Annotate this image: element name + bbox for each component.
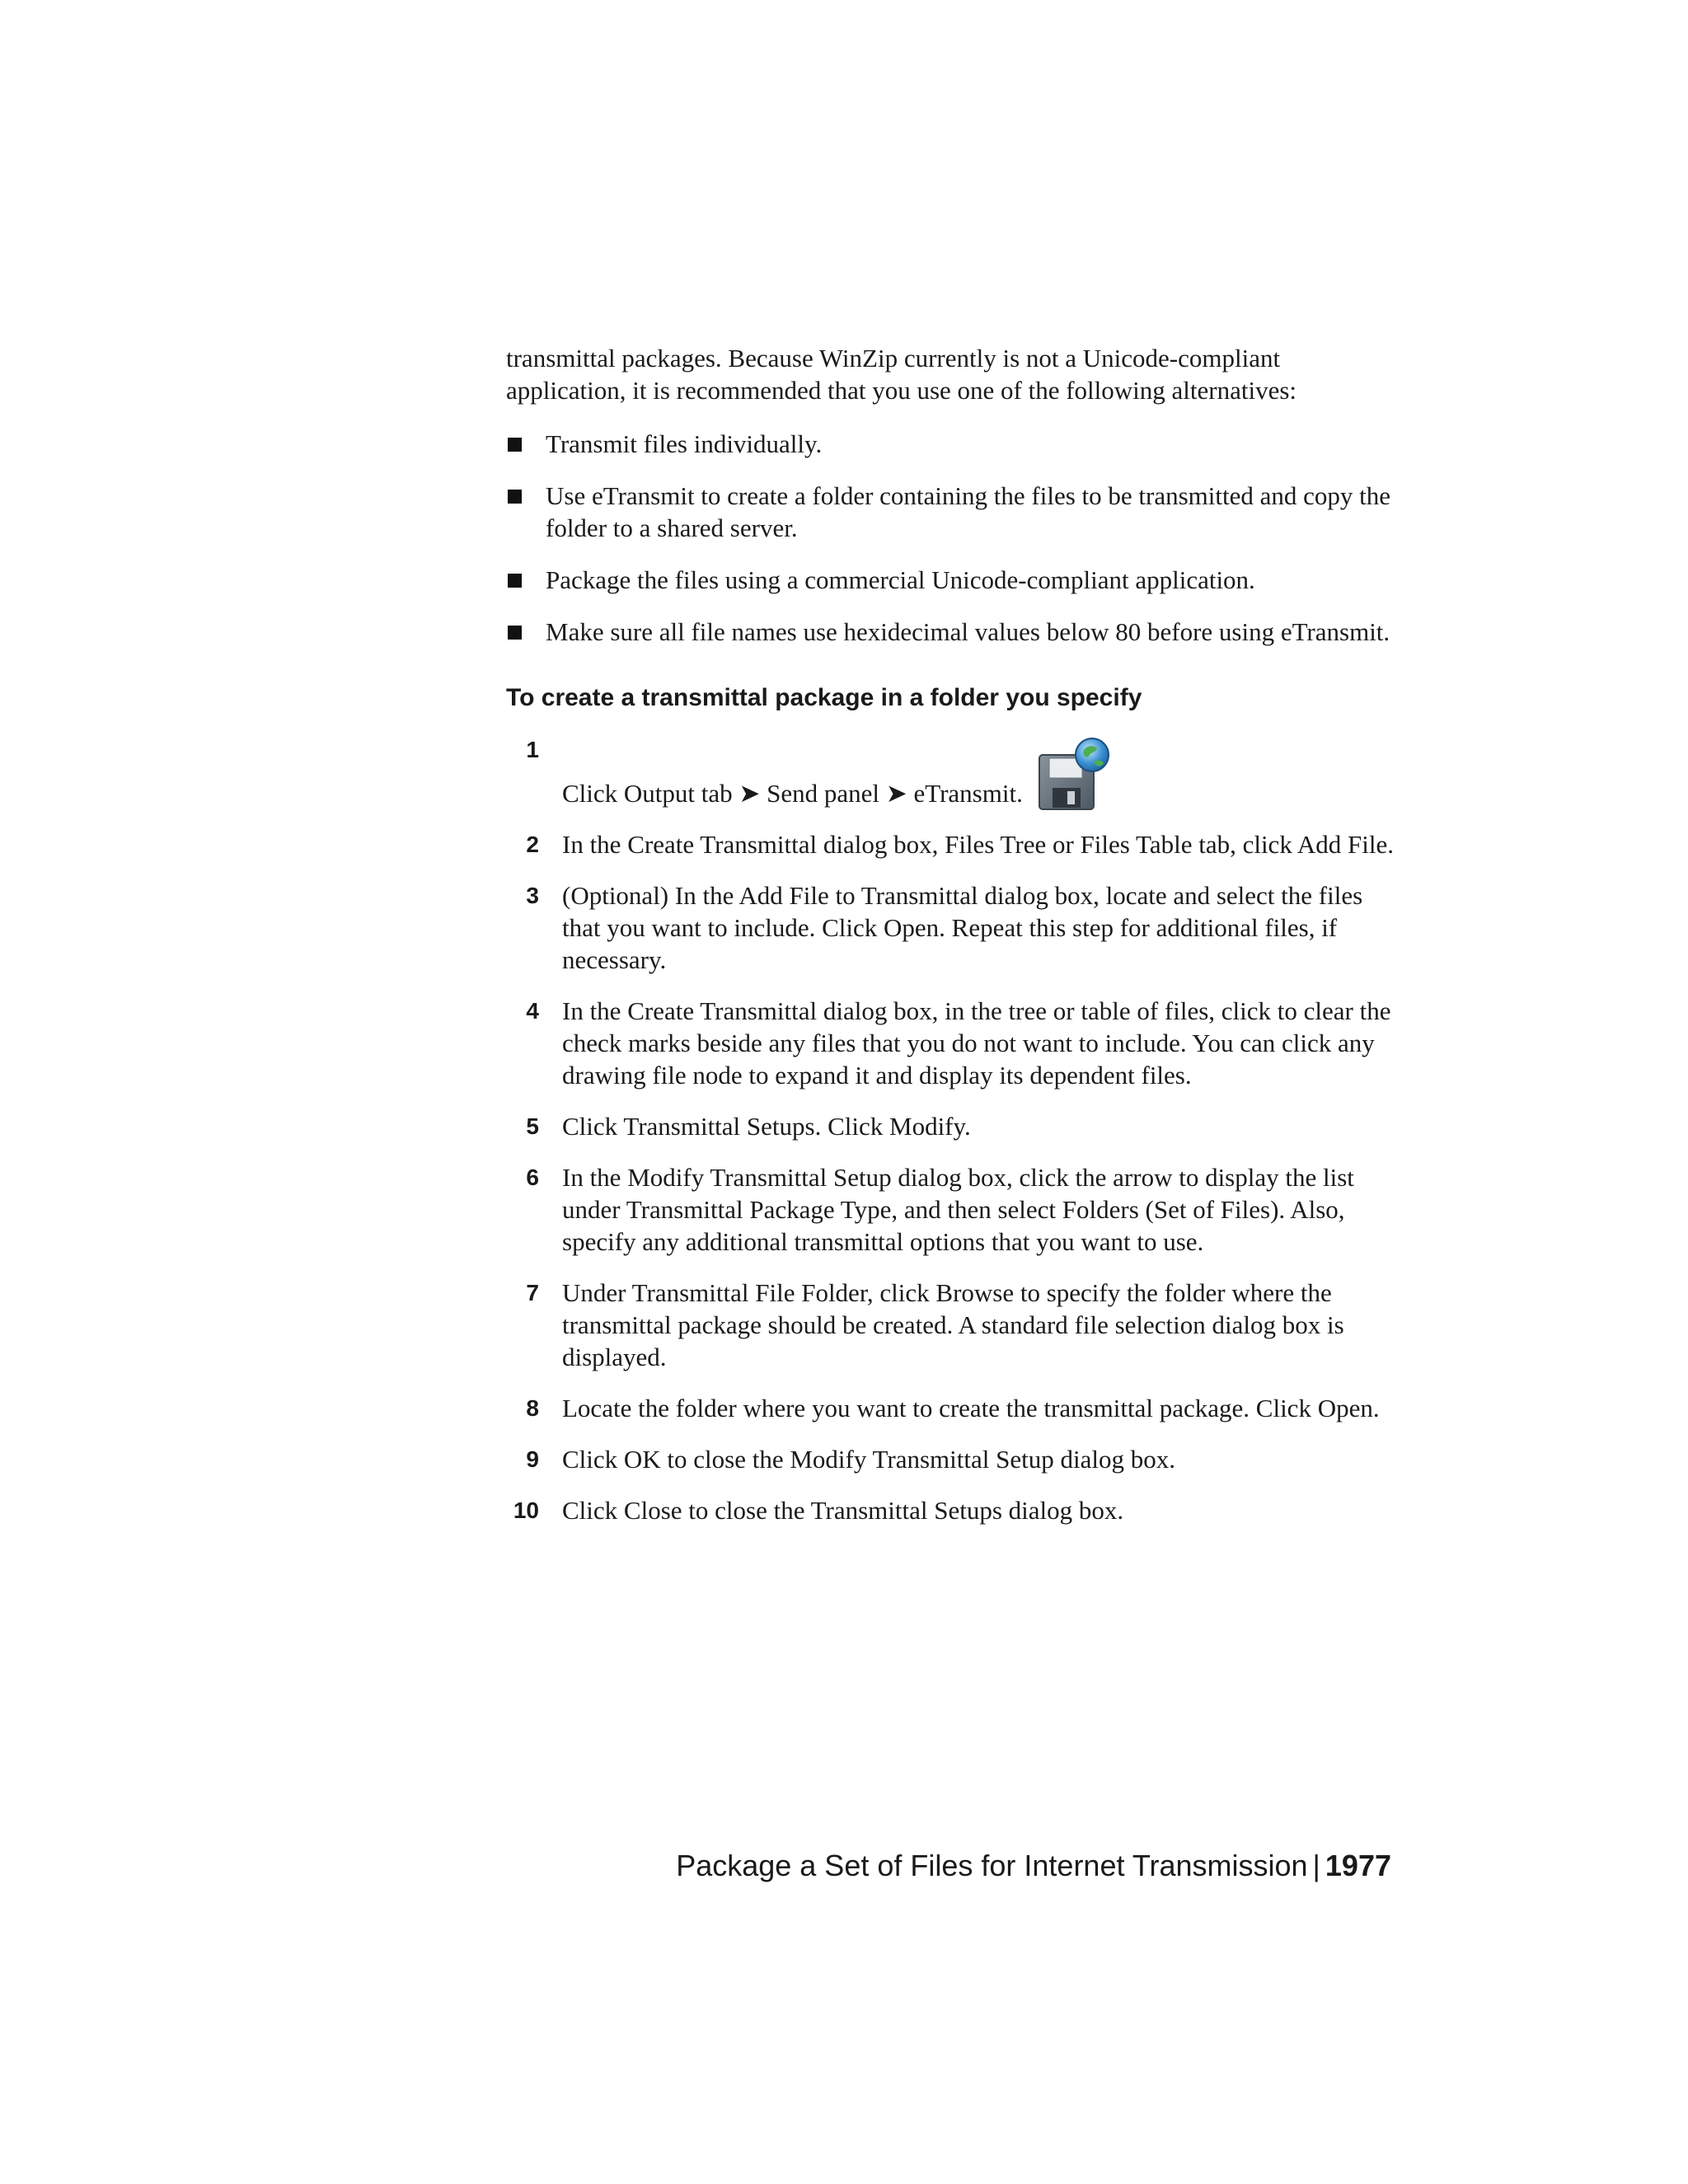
list-item [506,480,1396,544]
footer-separator: | [1312,1849,1320,1882]
square-bullet-icon [508,490,522,504]
page-number: 1977 [1325,1849,1391,1882]
intro-line-2: application, it is recommended that you use one of the following alternatives: [506,376,1297,405]
etransmit-floppy-globe-icon [1034,733,1114,813]
step-text: (Optional) In the Add File to Transmittal dialog box, locate and select the files that you want to include. Click Open. Repeat this step for additional files, if necessary. [562,881,1363,974]
step-text: Click OK to close the Modify Transmittal Setup dialog box. [562,1445,1175,1474]
step-item [506,828,1396,860]
bullet-text: Make sure all file names use hexidecimal values below 80 before using eTransmit. [546,617,1390,646]
list-item [506,616,1396,648]
step-number: 1 [526,737,539,762]
step-item [506,1392,1396,1424]
square-bullet-icon [508,574,522,588]
step-item [506,1110,1396,1142]
footer-title: Package a Set of Files for Internet Transmission [676,1849,1308,1882]
step-number: 10 [513,1497,539,1523]
list-item [506,564,1396,596]
intro-paragraph [506,342,1396,406]
procedure-steps [506,733,1396,1526]
step-number: 6 [526,1165,539,1190]
step-text: Click Output tab ➤ Send panel ➤ eTransmit. [562,779,1023,808]
step-item [506,995,1396,1091]
step-text: Click Close to close the Transmittal Setups dialog box. [562,1496,1124,1525]
step-number: 9 [526,1446,539,1472]
step-text: In the Create Transmittal dialog box, in the tree or table of files, click to clear the check marks beside any files that you do not want to include. You can click any drawing file node to expand it and display its dependent files. [562,996,1391,1090]
step-item [506,1443,1396,1475]
step-text: In the Create Transmittal dialog box, Files Tree or Files Table tab, click Add File. [562,830,1394,859]
step-item [506,1277,1396,1373]
step-text: Under Transmittal File Folder, click Browse to specify the folder where the transmittal package should be created. A standard file selection dialog box is displayed. [562,1278,1344,1371]
step-number: 4 [526,998,539,1024]
step-item [506,879,1396,976]
list-item [506,428,1396,460]
step-item [506,733,1396,809]
alternatives-list [506,428,1396,648]
intro-line-1: transmittal packages. Because WinZip currently is not a Unicode-compliant [506,344,1281,373]
page-content [506,342,1396,1545]
step-text: Locate the folder where you want to create the transmittal package. Click Open. [562,1394,1380,1422]
square-bullet-icon [508,438,522,452]
page-footer [676,1848,1391,1884]
step-number: 5 [526,1113,539,1139]
bullet-text: Package the files using a commercial Unicode-compliant application. [546,565,1255,594]
bullet-text: Transmit files individually. [546,429,823,458]
step-number: 3 [526,883,539,908]
step-item [506,1494,1396,1526]
step-number: 8 [526,1395,539,1421]
step-text: In the Modify Transmittal Setup dialog box, click the arrow to display the list under Transmittal Package Type, and then select Folders (Set of Files). Also, specify any additional transmittal options that you want to use. [562,1163,1354,1256]
step-text: Click Transmittal Setups. Click Modify. [562,1112,971,1141]
square-bullet-icon [508,626,522,640]
step-number: 2 [526,832,539,857]
procedure-heading: To create a transmittal package in a folder you specify [506,684,1142,711]
step-number: 7 [526,1280,539,1305]
step-item [506,1161,1396,1258]
bullet-text: Use eTransmit to create a folder containing the files to be transmitted and copy the folder to a shared server. [546,481,1390,542]
